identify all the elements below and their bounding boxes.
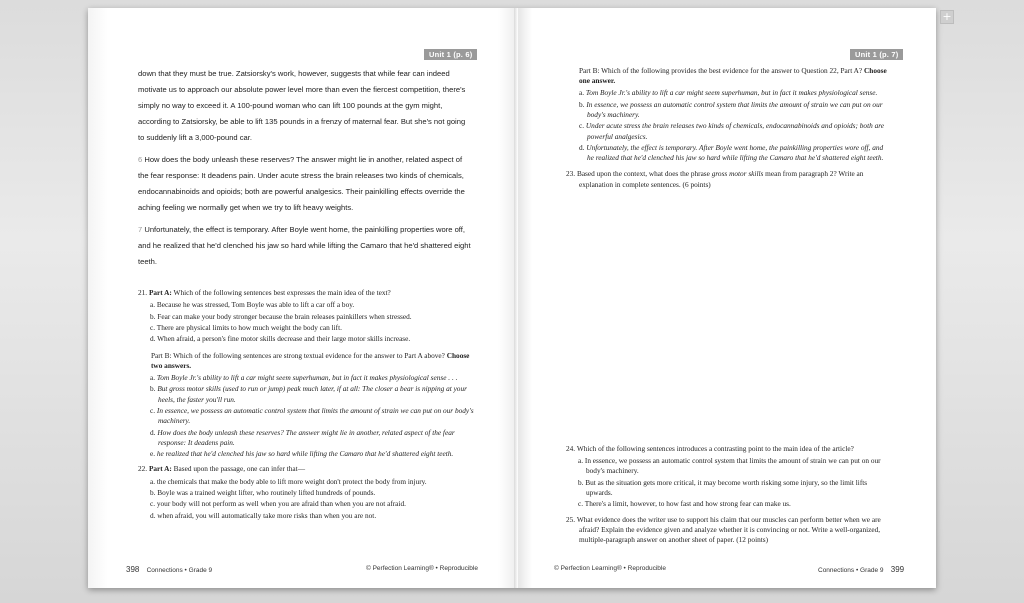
- question-21-part-b: Part B: Which of the following sentences are strong textual evidence for the answer to Part A above? Choose two answers.: [151, 350, 470, 370]
- question-24: 24. Which of the following sentences introduces a contrasting point to the main idea of the article? a. In essence, we possess an automatic control system that limits the amount of strain we can put on our body's machinery. b. But as the situation gets more critical, it may become worth risking some injury, so the limit lifts upwards. c. There's a limit, however, to how fast and how strong fear can make us.: [566, 444, 888, 510]
- answer-option: b. But as the situation gets more critical, it may become worth risking some injury, so the limit lifts upwards.: [578, 477, 868, 497]
- answer-option: c. In essence, we possess an automatic control system that limits the amount of strain we can put on our body's machinery.: [150, 405, 474, 426]
- answer-option: c. your body will not perform as well when you are afraid than when you are not afraid.: [150, 499, 406, 509]
- answer-options: [150, 477, 478, 521]
- question-21: 21. Part A: Which of the following sentences best expresses the main idea of the text? a. Because he was stressed, Tom Boyle was able to lift a car off a boy. b. Fear can make your body stronger because the brain releases painkillers when stressed. c. There are physical limits to how much weight the body can lift. d. When afraid, a person's fine motor skills decrease and their large motor skills increase. Part B: Which of the following sentences are strong textual evidence for the answer to Part A above? Choose two answers. a. Tom Boyle Jr.'s ability to lift a car might seem superhuman, but in fact it makes physiological sense . . . b. But gross motor skills (used to run or jump) peak much later, if at all: The closer a bear is nipping at your heels, the faster you'll run. c. In essence, we possess an automatic control system that limits the amount of strain we can put on our body's machinery. d. How does the body unleash these reserves? The answer might lie in another, related aspect of the fear response: It deadens pain. e. he realized that he'd clenched his jaw so hard while lifting the Camaro that he'd shattered eight teeth.: [138, 288, 478, 459]
- paragraph: 7 Unfortunately, the effect is temporary. After Boyle went home, the painkilling properties wore off, and he realized that he'd clenched his jaw so hard while lifting the Camaro that he'd shattered eight teeth.: [138, 225, 471, 266]
- paragraph: 6 How does the body unleash these reserves? The answer might lie in another, related aspect of the fear response: It deadens pain. Under acute stress the brain releases two kinds of chemicals, endocannabinoids and opioids; both are powerful analgesics. Their painkilling effects override the aching feeling we normally get when we try to lift heavy weights.: [138, 155, 465, 212]
- page-footer: [818, 565, 904, 574]
- answer-option: b. Fear can make your body stronger because the brain releases painkillers when stressed.: [150, 311, 412, 321]
- right-page: [518, 8, 936, 588]
- answer-option: e. he realized that he'd clenched his jaw so hard while lifting the Camaro that he'd shattered eight teeth.: [150, 449, 454, 459]
- question-23: 23. Based upon the context, what does the phrase gross motor skills mean from paragraph 2? Write an explanation in complete sentences. (6 points): [566, 169, 864, 189]
- zoom-in-button[interactable]: +: [940, 10, 954, 24]
- answer-options: [150, 373, 478, 459]
- question-22: 22. Part A: Based upon the passage, one can infer that— a. the chemicals that make the body able to lift more weight don't protect the body from injury. b. Boyle was a trained weight lifter, who routinely lifted hundreds of pounds. c. your body will not perform as well when you are afraid than when you are not afraid. d. when afraid, you will automatically take more risks than when you are not.: [138, 464, 478, 521]
- answer-option: b. But gross motor skills (used to run or jump) peak much later, if at all: The closer a bear is nipping at your heels, the faster you'll run.: [150, 384, 467, 404]
- answer-option: c. There are physical limits to how much weight the body can lift.: [150, 322, 342, 332]
- unit-tag: Unit 1 (p. 6): [424, 49, 477, 60]
- answer-option: c. Under acute stress the brain releases two kinds of chemicals, endocannabinoids and opioids; both are powerful analgesics.: [579, 121, 885, 141]
- answer-option: c. There's a limit, however, to how fast and how strong fear can make us.: [578, 499, 791, 509]
- series-label: Connections • Grade 9: [818, 567, 884, 574]
- paragraph-number: 7: [138, 225, 143, 234]
- passage: [138, 66, 472, 276]
- unit-tag: Unit 1 (p. 7): [850, 49, 903, 60]
- answer-options: [150, 300, 478, 344]
- answer-option: a. Tom Boyle Jr.'s ability to lift a car might seem superhuman, but in fact it makes physiological sense.: [579, 88, 878, 98]
- answer-options: [579, 88, 888, 163]
- page-number: 398: [126, 565, 140, 574]
- answer-option: a. Tom Boyle Jr.'s ability to lift a car might seem superhuman, but in fact it makes physiological sense . . .: [150, 372, 458, 382]
- answer-option: a. In essence, we possess an automatic control system that limits the amount of strain we can put on our body's machinery.: [578, 456, 881, 476]
- questions-right-bottom: [566, 444, 888, 550]
- questions-left: [138, 288, 478, 526]
- question-25: 25. What evidence does the writer use to support his claim that our muscles can perform better when we are afraid? Explain the evidence given and analyze whether it is convincing or not. Write a well-organized, multiple-paragraph answer on another sheet of paper. (12 points): [566, 514, 881, 544]
- answer-option: d. How does the body unleash these reserves? The answer might lie in another, related aspect of the fear response: It deadens pain.: [150, 427, 455, 447]
- series-label: Connections • Grade 9: [146, 567, 213, 574]
- page-number: 399: [890, 565, 905, 574]
- left-page: [88, 8, 518, 588]
- answer-options: [578, 456, 888, 509]
- answer-option: d. When afraid, a person's fine motor skills decrease and their large motor skills increase.: [150, 334, 411, 344]
- answer-option: d. when afraid, you will automatically take more risks than when you are not.: [150, 510, 377, 520]
- questions-right-top: [566, 66, 888, 195]
- answer-option: d. Unfortunately, the effect is temporary. After Boyle went home, the painkilling properties wore off, and he realized that he'd clenched his jaw so hard while lifting the Camaro that he'd shattered eight teeth.: [579, 142, 884, 163]
- paragraph-number: 6: [138, 155, 143, 164]
- paragraph: down that they must be true. Zatsiorsky's work, however, suggests that while fear can indeed motivate us to approach our absolute power level more than even the fiercest competition, there's simply no way to exceed it. A 100-pound woman who can lift 100 pounds at the gym might, according to Zatsiorsky, be able to lift 135 pounds in a frenzy of maternal fear. But she's not going to suddenly lift a 3,000-pound car.: [138, 69, 466, 142]
- book-spread: [88, 8, 936, 588]
- answer-option: a. Because he was stressed, Tom Boyle was able to lift a car off a boy.: [150, 300, 355, 310]
- answer-option: a. the chemicals that make the body able to lift more weight don't protect the body from injury.: [150, 476, 427, 486]
- answer-option: b. In essence, we possess an automatic control system that limits the amount of strain we can put on our body's machinery.: [579, 99, 883, 119]
- page-footer: [126, 565, 212, 574]
- copyright: © Perfection Learning® • Reproducible: [366, 565, 478, 572]
- question-22-part-b: Part B: Which of the following provides the best evidence for the answer to Question 22, Part A? Choose one answer. a. Tom Boyle Jr.'s ability to lift a car might seem superhuman, but in fact it makes physiological sense. b. In essence, we possess an automatic control system that limits the amount of strain we can put on our body's machinery. c. Under acute stress the brain releases two kinds of chemicals, endocannabinoids and opioids; both are powerful analgesics. d. Unfortunately, the effect is temporary. After Boyle went home, the painkilling properties wore off, and he realized that he'd clenched his jaw so hard while lifting the Camaro that he'd shattered eight teeth.: [579, 66, 887, 163]
- answer-option: b. Boyle was a trained weight lifter, who routinely lifted hundreds of pounds.: [150, 487, 376, 497]
- copyright: © Perfection Learning® • Reproducible: [554, 565, 666, 572]
